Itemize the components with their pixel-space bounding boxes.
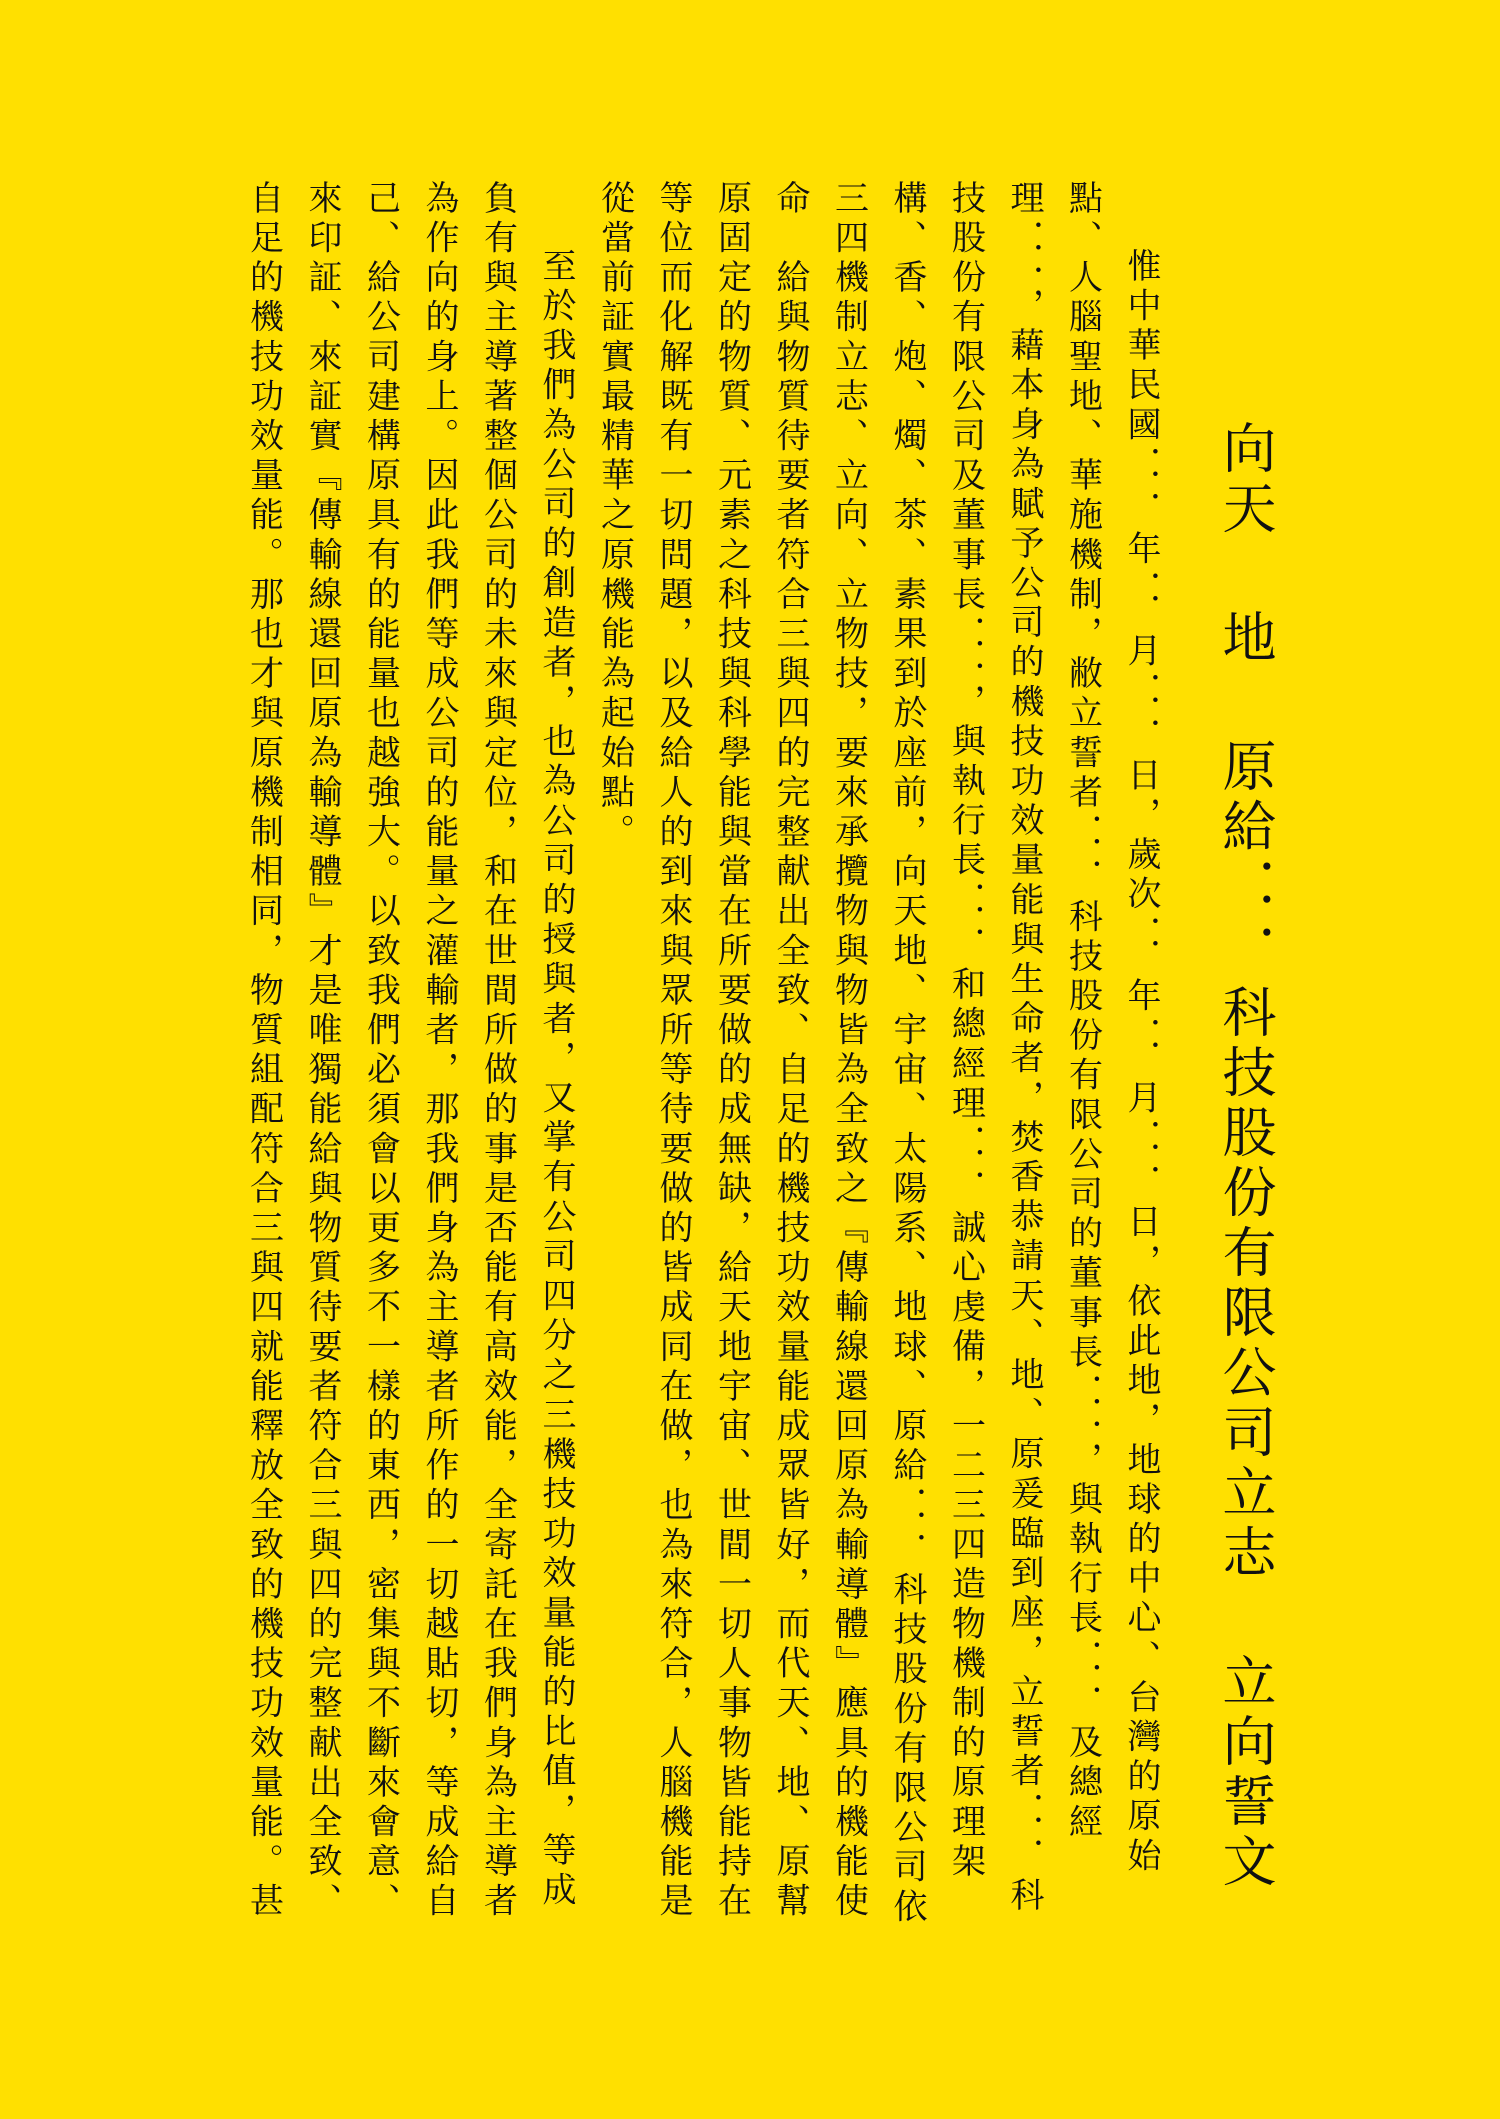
document-body (230, 180, 1170, 1940)
paragraph-2: 至於我們為公司的創造者，也為公司的授與者，又掌有公司四分之三機技功效量能的比值，等成負有與主導著整個公司的未來與定位，和在世間所做的事是否能有高效能，全寄託在我們身為主導者為作向的身上。因此我們等成公司的能量之灌輸者，那我們身為主導者所作的一切越貼切，等成給自己、給公司建構原具有的能量也越強大。以致我們必須會以更多不一樣的東西，密集與不斷來會意、來印証、來証實『傳輸線還回原為輸導體』才是唯獨能給與物質待要者符合三與四的完整献出全致、自足的機技功效量能。那也才與原機制相同，物質組配符合三與四就能釋放全致的機技功效量能。甚 (243, 180, 576, 1923)
paragraph-1: 惟中華民國．．．年．．月．．．日，歲次．．年．．月．．．日，依此地，地球的中心、台灣的原始點、人腦聖地、華施機制，敝立誓者．．．科技股份有限公司的董事長．．．，與執行長．．．及總經理．．．，藉本身為賦予公司的機技功效量能與生命者，焚香恭請天、地、原爰臨到座，立誓者．．．科技股份有限公司及董事長．．．，與執行長．．．和總經理．．．誠心虔備，一二三四造物機制的原理架構、香、炮、燭、茶、素果到於座前，向天地、宇宙、太陽系、地球、原給．．．科技股份有限公司依三四機制立志、立向、立物技，要來承攬物與物皆為全致之『傳輸線還回原為輸導體』應具的機能使命 給與物質待要者符合三與四的完整献出全致、自足的機技功效量能成眾皆好，而代天、地、原幫原固定的物質、元素之科技與科學能與當在所要做的成無缺，給天地宇宙、世間一切人事物皆能持在等位而化解既有一切問題，以及給人的到來與眾所等待要做的皆成同在做，也為來符合，人腦機能是從當前証實最精華之原機能為起始點。 (594, 180, 1161, 1928)
document-title: 向天 地 原給．．．科技股份有限公司立志 立向誓文 (1214, 420, 1277, 1893)
